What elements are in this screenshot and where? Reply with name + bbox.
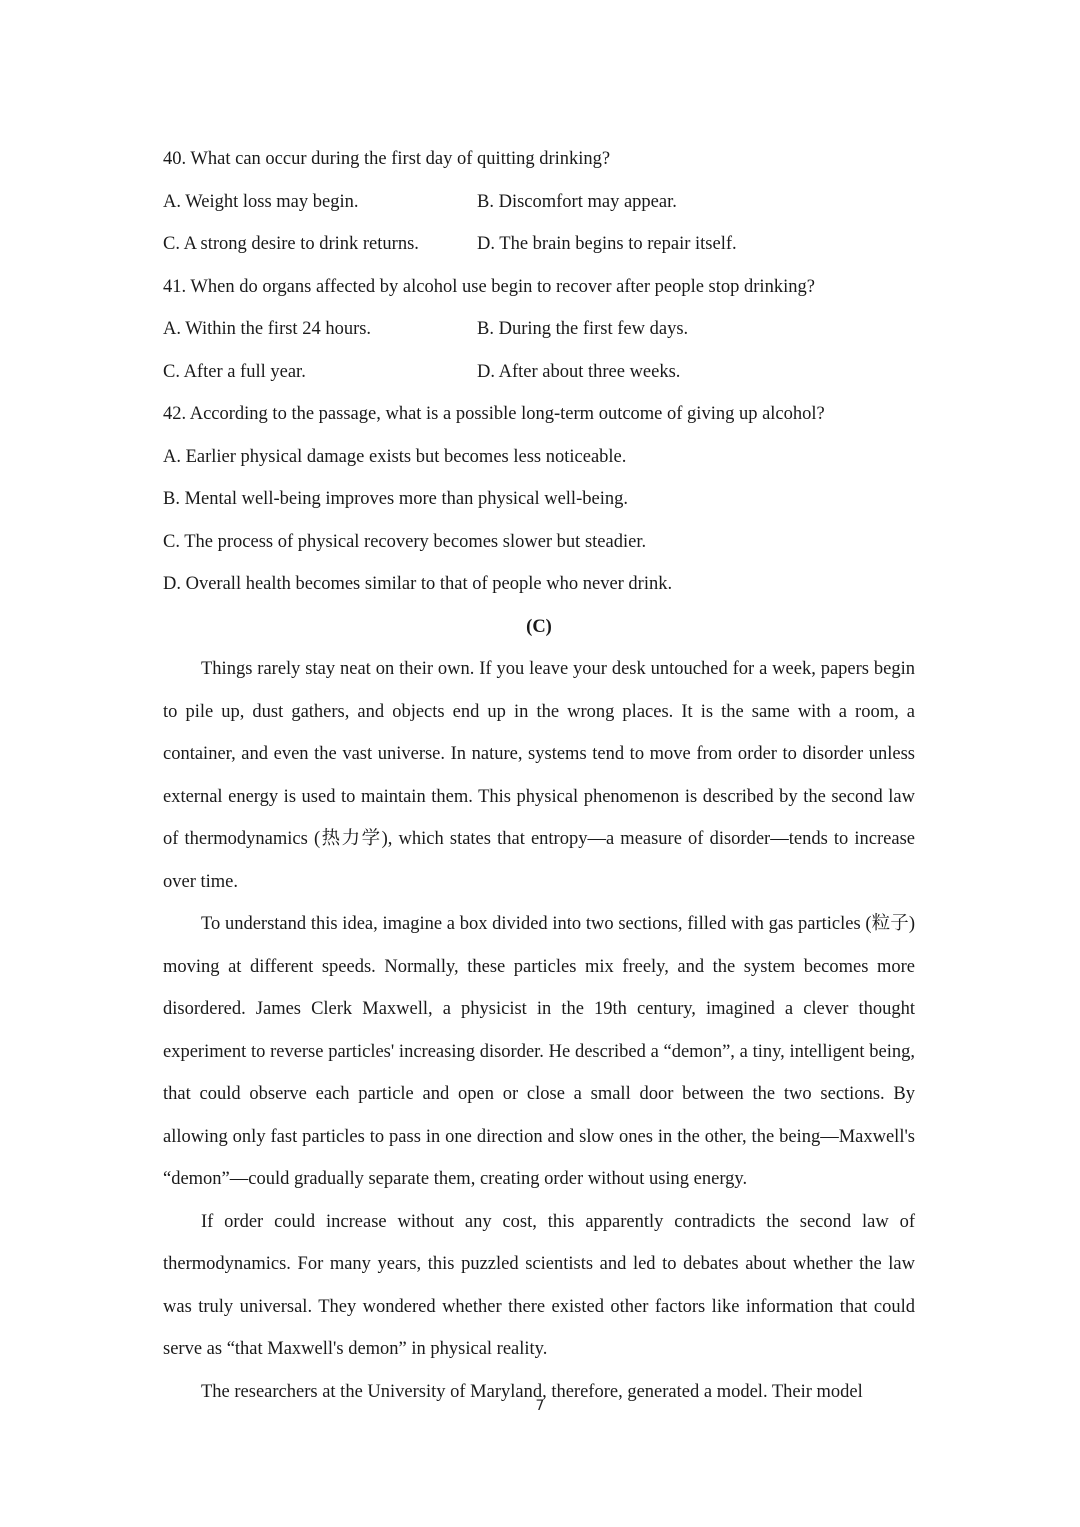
question-42-option-c: C. The process of physical recovery becomes slower but steadier. (163, 531, 647, 552)
question-42-stem: 42. According to the passage, what is a possible long-term outcome of giving up alcohol? (163, 404, 825, 424)
page-content (163, 138, 923, 1413)
page-number: 7 (535, 1398, 545, 1414)
question-41-stem: 41. When do organs affected by alcohol use begin to recover after people stop drinking? (163, 276, 815, 297)
question-41-option-b: B. During the first few days. (477, 319, 689, 339)
question-42-option-d: D. Overall health becomes similar to that of people who never drink. (163, 574, 673, 594)
question-41-option-c: C. After a full year. (163, 361, 306, 382)
passage-paragraph-2: To understand this idea, imagine a box divided into two sections, filled with gas particles (粒子) moving at different speeds. Normally, these particles mix freely, and the system becomes more disordered. James Clerk Maxwell, a physicist in the 19th century, imagined a clever thought experiment to reverse particles' increasing disorder. He described a “demon”, a tiny, intelligent being, that could observe each particle and open or close a small door between the two sections. By allowing only fast particles to pass in one direction and slow ones in the other, the being—Maxwell's “demon”—could gradually separate them, creating order without using energy. (163, 914, 915, 1189)
question-41-option-d: D. After about three weeks. (477, 361, 681, 382)
question-42-option-a: A. Earlier physical damage exists but becomes less noticeable. (163, 446, 627, 467)
question-40-options-row-1 (163, 181, 923, 224)
question-41-option-a: A. Within the first 24 hours. (163, 319, 372, 339)
question-42-option-b: B. Mental well-being improves more than physical well-being. (163, 489, 628, 509)
question-40-option-b: B. Discomfort may appear. (477, 191, 677, 212)
question-40-option-d: D. The brain begins to repair itself. (477, 234, 737, 254)
question-40-option-a: A. Weight loss may begin. (163, 191, 359, 212)
passage-paragraph-1: Things rarely stay neat on their own. If you leave your desk untouched for a week, papers begin to pile up, dust gathers, and objects end up in the wrong places. It is the same with a room, a container, and even the vast universe. In nature, systems tend to move from order to disorder unless external energy is used to maintain them. This physical phenomenon is described by the second law of thermodynamics (热力学), which states that entropy—a measure of disorder—tends to increase over time. (163, 659, 915, 892)
passage-paragraph-3: If order could increase without any cost, this apparently contradicts the second law of thermodynamics. For many years, this puzzled scientists and led to debates about whether the law was truly universal. They wondered whether there existed other factors like information that could serve as “that Maxwell's demon” in physical reality. (163, 1211, 915, 1359)
question-41-options-row-2 (163, 351, 923, 394)
question-41-options-row-1 (163, 308, 923, 351)
section-title: (C) (526, 616, 552, 637)
passage-paragraph-4: The researchers at the University of Maryland, therefore, generated a model. Their model (201, 1381, 863, 1402)
question-40-option-c: C. A strong desire to drink returns. (163, 234, 419, 254)
question-40-options-row-2 (163, 223, 923, 266)
question-40-stem: 40. What can occur during the first day of quitting drinking? (163, 149, 611, 169)
